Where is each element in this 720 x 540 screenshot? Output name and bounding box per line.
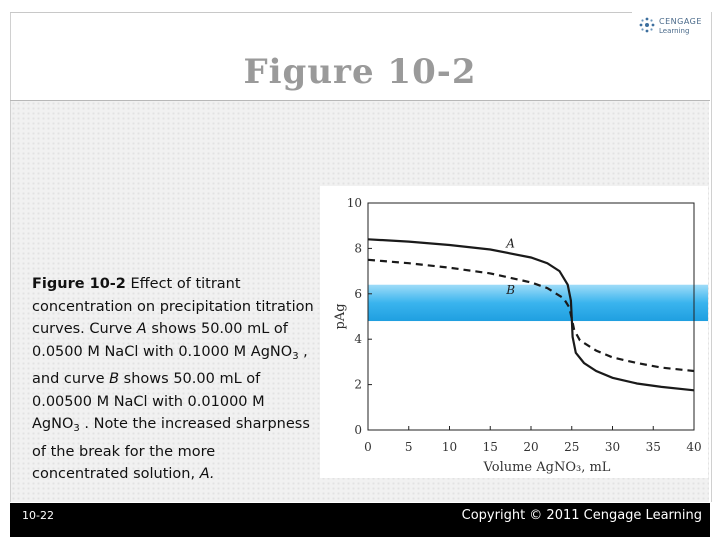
x-tick-label: 30 (604, 440, 621, 454)
figure-caption (32, 273, 316, 486)
y-axis-label: pAg (333, 303, 348, 330)
x-tick-label: 5 (404, 440, 413, 454)
caption-text-3: , and curve (32, 343, 308, 387)
y-tick-label: 4 (354, 332, 362, 347)
y-tick-label: 10 (346, 196, 362, 210)
y-tick-label: 0 (354, 423, 362, 437)
y-tick-label: 2 (354, 377, 362, 392)
logo-subtitle: Learning (659, 27, 690, 35)
x-tick-label: 20 (523, 440, 539, 454)
caption-text-4: shows 50.00 mL of 0.00500 M NaCl with 0.01000 M AgNO (32, 371, 265, 432)
x-tick-label: 40 (686, 440, 702, 454)
caption-text-5: . Note the increased sharpness of the break for the more concentrated solution, (32, 416, 310, 482)
plot-panel (320, 186, 708, 478)
logo-name: CENGAGE (659, 17, 702, 26)
copyright-notice: Copyright © 2011 Cengage Learning (461, 508, 702, 523)
x-tick-label: 15 (482, 440, 498, 454)
caption-label: Figure 10-2 (32, 276, 126, 292)
caption-text-1: Effect of titrant concentration on precipitation titration curves. Curve (32, 276, 314, 337)
titration-chart (320, 186, 708, 478)
x-tick-label: 25 (564, 440, 580, 454)
x-tick-label: 35 (645, 440, 661, 454)
cengage-logo-icon (638, 16, 656, 34)
caption-curve-a: A (136, 321, 147, 337)
caption-curve-b: B (109, 371, 120, 387)
title-divider (10, 100, 710, 101)
caption-subscript-1: 3 (292, 350, 299, 362)
x-axis-label: Volume AgNO₃, mL (483, 460, 611, 475)
caption-subscript-2: 3 (73, 423, 80, 434)
top-rule (10, 12, 632, 13)
caption-end: A. (199, 466, 215, 482)
cengage-logo (638, 14, 710, 38)
x-tick-label: 10 (441, 440, 458, 454)
x-tick-label: 0 (364, 440, 372, 454)
slide-number: 10-22 (22, 509, 54, 522)
highlight-band (368, 282, 708, 321)
series-label-a: A (506, 236, 515, 251)
y-tick-label: 8 (354, 241, 362, 256)
caption-text-2: shows 50.00 mL of 0.0500 M NaCl with 0.1000 M AgNO (32, 321, 293, 360)
series-label-b: B (506, 282, 516, 297)
slide-title: Figure 10-2 (243, 52, 477, 92)
y-tick-label: 6 (354, 286, 362, 301)
